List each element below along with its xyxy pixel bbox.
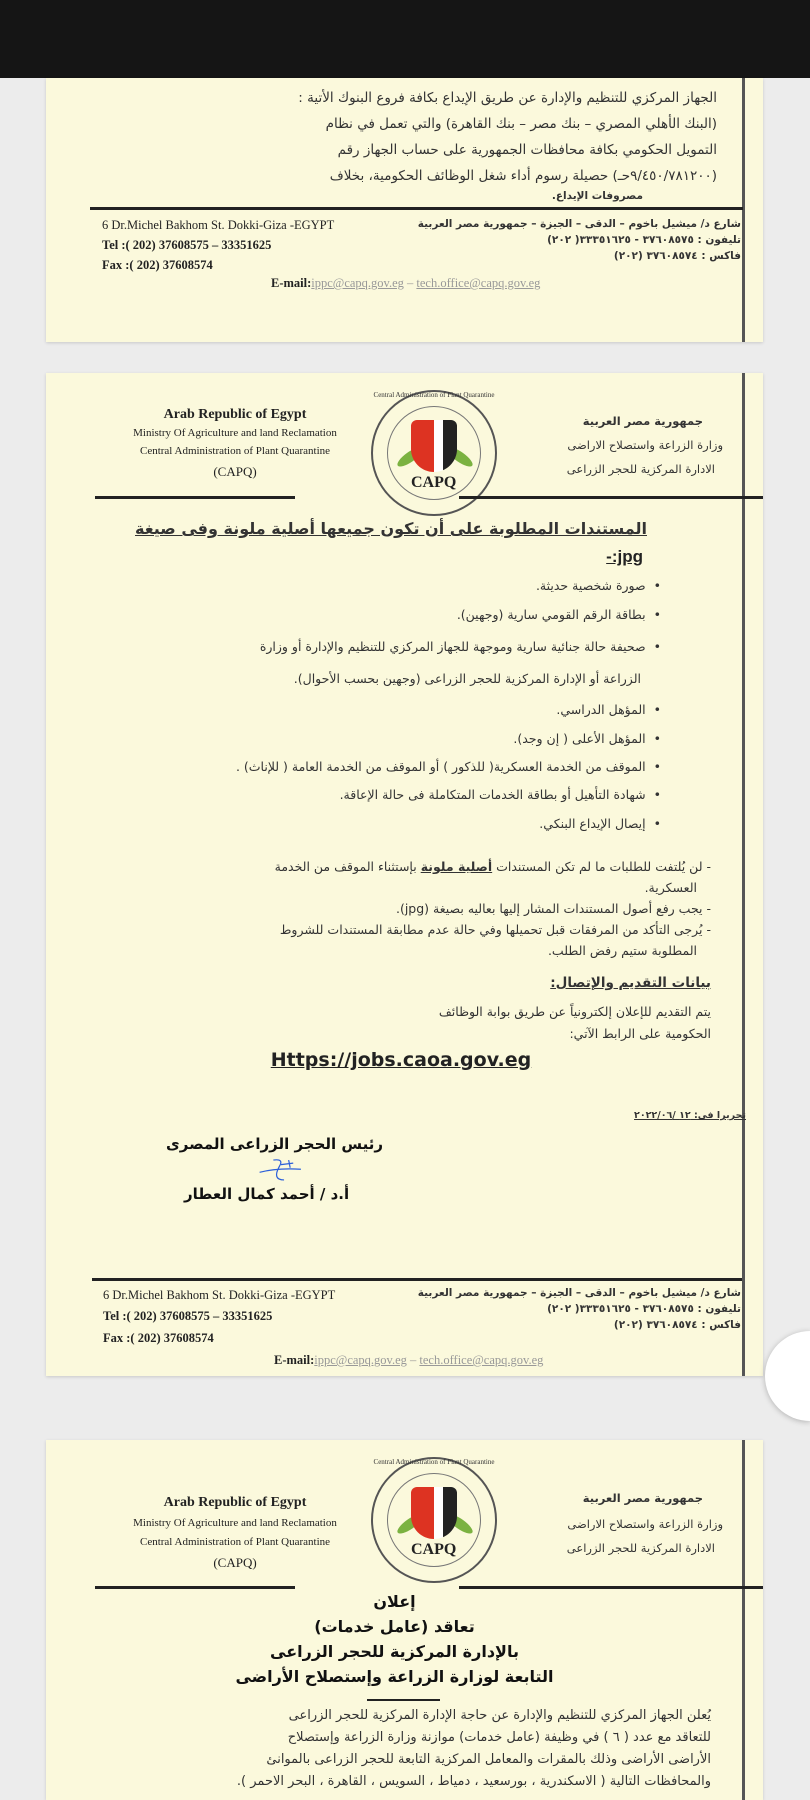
footer-email (274, 1353, 543, 1368)
capq-logo (371, 1457, 497, 1583)
document-page-3 (46, 1440, 763, 1800)
announcement-paragraph-line: يُعلن الجهاز المركزي للتنظيم والإدارة عن حاجة الإدارة المركزية للحجر الزراعى (288, 1708, 711, 1723)
requirement-item: • المؤهل الأعلى ( إن وجد). (513, 731, 661, 746)
document-page-2 (46, 373, 763, 1376)
header-divider (95, 496, 295, 499)
eagle-shield-icon (411, 1487, 457, 1539)
signer-title: رئيس الحجر الزراعى المصرى (166, 1135, 383, 1153)
eagle-shield-icon (411, 420, 457, 472)
documents-title: المستندات المطلوبة على أن تكون جميعها أصلية ملونة وفى صيغة (135, 519, 647, 538)
email-separator: – (403, 276, 417, 290)
email-separator: – (406, 1353, 420, 1367)
announcement-subtitle: بالإدارة المركزية للحجر الزراعى (270, 1642, 519, 1661)
footer-divider (92, 1278, 742, 1281)
note-3: - يُرجى التأكد من المرفقات قبل تحميلها وفي حالة عدم مطابقة المستندات للشروط (279, 922, 711, 937)
announcement-paragraph-line: والمحافظات التالية ( الاسكندرية ، بورسعيد ، دمياط ، السويس ، القاهرة ، البحر الاحمر ). (236, 1774, 711, 1789)
letterhead-title-en: Arab Republic of Egypt (163, 1495, 307, 1510)
footer-email (271, 276, 540, 291)
body-line: الجهاز المركزي للتنظيم والإدارة عن طريق الإيداع بكافة فروع البنوك الأتية : (298, 90, 717, 106)
requirement-item: • شهادة التأهيل أو بطاقة الخدمات المتكاملة فى حالة الإعاقة. (340, 787, 661, 802)
letterhead-title-en: Arab Republic of Egypt (163, 407, 307, 422)
footer-fax-ar: فاكس : ٣٧٦٠٨٥٧٤ (٢٠٢) (613, 1319, 741, 1331)
footer-overlap-text: مصروفات الإيداع. (551, 190, 643, 202)
body-line: التمويل الحكومي بكافة محافظات الجمهورية على حساب الجهاز رقم (337, 142, 717, 158)
email-label: E-mail: (271, 276, 312, 290)
letterhead-admin-ar: الادارة المركزية للحجر الزراعى (566, 462, 715, 476)
announcement-subtitle: تعاقد (عامل خدمات) (314, 1617, 475, 1636)
letterhead-title-ar: جمهورية مصر العربية (582, 1491, 703, 1505)
requirement-item: • صورة شخصية حديثة. (536, 578, 661, 593)
documents-title-suffix: -:jpg (606, 547, 643, 566)
footer-tel-en: Tel :( 202) 37608575 – 33351625 (102, 238, 272, 252)
logo-ring-text: Central Administration of Plant Quarantine (373, 391, 495, 399)
email-link[interactable]: tech.office@capq.gov.eg (416, 276, 541, 290)
floating-action-button[interactable] (765, 1331, 810, 1421)
footer-tel-ar: تليفون : ٣٧٦٠٨٥٧٥ - ٣٣٣٥١٦٢٥( ٢٠٢) (547, 234, 741, 246)
note-emphasis: أصلية ملونة (420, 859, 493, 874)
body-line: (البنك الأهلي المصري – بنك مصر – بنك القاهرة) والتي تعمل في نظام (325, 116, 717, 132)
note-3-continued: المطلوبة ستيم رفض الطلب. (547, 943, 697, 958)
header-divider (459, 1586, 763, 1589)
note-text: بإستثناء الموقف من الخدمة (274, 859, 421, 874)
issue-date: تحريرا فى: ١٢ /٢٠٢٢/٠٦ (634, 1110, 746, 1121)
letterhead-title-ar: جمهورية مصر العربية (582, 414, 703, 428)
jobs-portal-link[interactable]: Https://jobs.caoa.gov.eg (270, 1049, 532, 1071)
logo-ring-text: Central Administration of Plant Quarantine (373, 1458, 495, 1466)
header-divider (459, 496, 763, 499)
note-1 (275, 859, 711, 874)
letterhead-ministry-en: Ministry Of Agriculture and land Reclamation (133, 427, 337, 439)
footer-address-en: 6 Dr.Michel Bakhom St. Dokki-Giza -EGYPT (103, 1288, 336, 1302)
logo-abbr: CAPQ (411, 1541, 457, 1558)
document-page-1 (46, 78, 763, 342)
announcement-paragraph-line: للتعاقد مع عدد ( ٦ ) في وظيفة (عامل خدمات) موازنة وزارة الزراعة وإستصلاح (287, 1730, 711, 1745)
announcement-paragraph-line: الأراضى الأراضى وذلك بالمقرات والمعامل المركزية التابعة للحجر الزراعى بالموانئ (266, 1752, 711, 1767)
note-2: - يجب رفع أصول المستندات المشار إليها بعاليه بصيغة (jpg). (395, 901, 711, 916)
footer-fax-en: Fax :( 202) 37608574 (103, 1331, 214, 1345)
requirement-item: • المؤهل الدراسي. (556, 702, 661, 717)
title-divider (367, 1699, 440, 1701)
status-bar (0, 0, 810, 78)
letterhead-abbr-en: (CAPQ) (213, 1555, 257, 1570)
requirement-item: • الموقف من الخدمة العسكرية( للذكور ) أو الموقف من الخدمة العامة ( للإناث) . (236, 759, 661, 774)
letterhead-ministry-ar: وزارة الزراعة واستصلاح الاراضى (567, 1517, 723, 1531)
requirement-item: • بطاقة الرقم القومي سارية (وجهين). (457, 607, 661, 622)
requirement-item: • صحيفة حالة جنائية سارية وموجهة للجهاز المركزي للتنظيم والإدارة أو وزارة (260, 639, 661, 654)
email-link[interactable]: ippc@capq.gov.eg (311, 276, 404, 290)
footer-tel-en: Tel :( 202) 37608575 – 33351625 (103, 1309, 273, 1323)
footer-address-en: 6 Dr.Michel Bakhom St. Dokki-Giza -EGYPT (102, 218, 335, 232)
footer-fax-ar: فاكس : ٣٧٦٠٨٥٧٤ (٢٠٢) (613, 250, 741, 262)
header-divider (95, 1586, 295, 1589)
footer-fax-en: Fax :( 202) 37608574 (102, 258, 213, 272)
apply-text: يتم التقديم للإعلان إلكترونياً عن طريق بوابة الوظائف (438, 1004, 711, 1019)
signer-name: أ.د / أحمد كمال العطار (184, 1185, 350, 1203)
letterhead-abbr-en: (CAPQ) (213, 464, 257, 479)
margin-line (742, 78, 745, 342)
margin-line (742, 373, 745, 1376)
requirement-item: • إيصال الإيداع البنكي. (539, 816, 661, 831)
email-label: E-mail: (274, 1353, 315, 1367)
letterhead-ministry-en: Ministry Of Agriculture and land Reclamation (133, 1517, 337, 1529)
note-text: - لن يُلتفت للطلبات ما لم تكن المستندات (492, 859, 711, 874)
letterhead-admin-ar: الادارة المركزية للحجر الزراعى (566, 1541, 715, 1555)
note-1-continued: العسكرية. (644, 880, 697, 895)
announcement-heading: إعلان (373, 1592, 416, 1611)
requirement-item-continued: الزراعة أو الإدارة المركزية للحجر الزراعى (وجهين بحسب الأحوال). (293, 671, 641, 686)
apply-heading: بيانات التقديم والإتصال: (550, 975, 711, 991)
email-link[interactable]: tech.office@capq.gov.eg (419, 1353, 544, 1367)
email-link[interactable]: ippc@capq.gov.eg (314, 1353, 407, 1367)
letterhead-admin-en: Central Administration of Plant Quarantine (139, 445, 331, 457)
logo-abbr: CAPQ (411, 474, 457, 491)
footer-address-ar: شارع د/ ميشيل باخوم – الدقى – الجيزة – جمهورية مصر العربية (417, 218, 741, 230)
apply-text-continued: الحكومية على الرابط الآتي: (569, 1026, 711, 1041)
body-line: (٩/٤٥٠/٧٨١٢٠٠حـ) حصيلة رسوم أداء شغل الوظائف الحكومية، بخلاف (329, 168, 717, 184)
announcement-subtitle: التابعة لوزارة الزراعة وإستصلاح الأراضى (235, 1667, 554, 1686)
footer-address-ar: شارع د/ ميشيل باخوم – الدقى – الجيزة – جمهورية مصر العربية (417, 1287, 741, 1299)
letterhead-ministry-ar: وزارة الزراعة واستصلاح الاراضى (567, 438, 723, 452)
footer-tel-ar: تليفون : ٣٧٦٠٨٥٧٥ - ٣٣٣٥١٦٢٥( ٢٠٢) (547, 1303, 741, 1315)
footer-divider (90, 207, 743, 210)
signature (251, 1157, 311, 1183)
letterhead-admin-en: Central Administration of Plant Quarantine (139, 1536, 331, 1548)
